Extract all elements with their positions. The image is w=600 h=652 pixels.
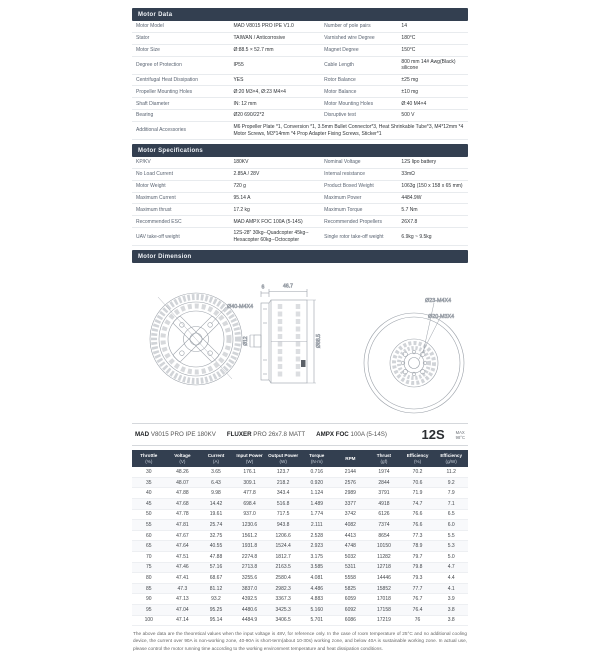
perf-cell: 4392.5 xyxy=(233,594,267,605)
motor-data-value: IN: 12 mm xyxy=(229,98,320,110)
perf-cell: 79.3 xyxy=(401,573,435,584)
perf-cell: 6.0 xyxy=(434,520,468,531)
motor-data-row xyxy=(132,74,468,86)
perf-row xyxy=(132,520,468,531)
motor-data-value: Ø:20 M3×4, Ø:23 M4×4 xyxy=(229,86,320,98)
perf-cell: 3742 xyxy=(334,509,368,520)
perf-cell: 2982.3 xyxy=(266,583,300,594)
perf-cell: 3406.5 xyxy=(266,615,300,626)
perf-row xyxy=(132,583,468,594)
perf-cell: 2.111 xyxy=(300,520,334,531)
perf-cell: 48.07 xyxy=(166,477,200,488)
motor-spec-row xyxy=(132,168,468,180)
banner-products xyxy=(135,431,387,438)
perf-cell: 70 xyxy=(132,552,166,563)
perf-column-header: Voltage (V) xyxy=(166,450,200,467)
perf-cell: 11282 xyxy=(367,552,401,563)
perf-cell: 1974 xyxy=(367,467,401,477)
perf-cell: 5.5 xyxy=(434,530,468,541)
perf-cell: 4082 xyxy=(334,520,368,531)
motor-data-label: Propeller Mounting Holes xyxy=(132,86,229,98)
perf-cell: 6.5 xyxy=(434,509,468,520)
dimension-diagram xyxy=(132,263,468,419)
motor-spec-value: 26X7.8 xyxy=(397,216,468,228)
perf-cell: 17219 xyxy=(367,615,401,626)
banner-product: FLUXER PRO 26x7.8 MATT xyxy=(226,431,306,439)
motor-data-label: Motor Balance xyxy=(320,86,397,98)
motor-data-row xyxy=(132,32,468,44)
perf-cell: 95.25 xyxy=(199,604,233,615)
motor-data-value: M6 Propeller Plate *1, Conversion *1, 3.5mm Bullet Connector*3, Heat Shrinkable Tube*3, M4*12mm *4 Motor Screws, M3*14mm *4 Prop Adapter Fixing Screws, Sticker*1 xyxy=(229,122,468,140)
perf-cell: 77.3 xyxy=(401,530,435,541)
perf-column-header: Current (A) xyxy=(199,450,233,467)
perf-column-header: Input Power (W) xyxy=(233,450,267,467)
perf-cell: 3377 xyxy=(334,499,368,510)
perf-cell: 47.46 xyxy=(166,562,200,573)
perf-cell: 2144 xyxy=(334,467,368,477)
perf-column-header: Throttle (%) xyxy=(132,450,166,467)
motor-spec-label: Recommended ESC xyxy=(132,216,229,228)
perf-cell: 1230.6 xyxy=(233,520,267,531)
perf-cell: 47.88 xyxy=(199,552,233,563)
perf-cell: 68.67 xyxy=(199,573,233,584)
perf-cell: 76.7 xyxy=(401,594,435,605)
perf-cell: 343.4 xyxy=(266,488,300,499)
datasheet-page xyxy=(132,8,468,652)
motor-spec-label: KP/KV xyxy=(132,157,229,168)
motor-spec-value: 2.85A / 28V xyxy=(229,168,320,180)
motor-data-label: Cable Length xyxy=(320,56,397,74)
perf-cell: 4484.9 xyxy=(233,615,267,626)
motor-data-row xyxy=(132,98,468,110)
perf-cell: 50 xyxy=(132,509,166,520)
motor-specifications-header: Motor Specifications xyxy=(132,144,468,157)
flange-width-label: 6 xyxy=(261,284,265,291)
perf-cell: 2844 xyxy=(367,477,401,488)
motor-dimension-header: Motor Dimension xyxy=(132,250,468,263)
shaft-diameter-label: Ø12 xyxy=(243,336,249,346)
motor-spec-row xyxy=(132,180,468,192)
perf-cell: 9.98 xyxy=(199,488,233,499)
motor-spec-row xyxy=(132,228,468,246)
perf-cell: 71.9 xyxy=(401,488,435,499)
motor-data-label: Bearing xyxy=(132,110,229,122)
perf-cell: 4413 xyxy=(334,530,368,541)
perf-cell: 47.78 xyxy=(166,509,200,520)
perf-cell: 90 xyxy=(132,594,166,605)
perf-cell: 1206.6 xyxy=(266,530,300,541)
perf-cell: 57.16 xyxy=(199,562,233,573)
perf-cell: 2.528 xyxy=(300,530,334,541)
perf-cell: 6092 xyxy=(334,604,368,615)
perf-cell: 30 xyxy=(132,467,166,477)
perf-cell: 3791 xyxy=(367,488,401,499)
motor-spec-value: 1063g (150 x 158 x 65 mm) xyxy=(397,180,468,192)
perf-cell: 1.124 xyxy=(300,488,334,499)
perf-row xyxy=(132,541,468,552)
motor-data-value: Ø20 690/22*2 xyxy=(229,110,320,122)
perf-cell: 4918 xyxy=(367,499,401,510)
perf-cell: 7.9 xyxy=(434,488,468,499)
perf-cell: 93.2 xyxy=(199,594,233,605)
motor-data-row xyxy=(132,56,468,74)
motor-spec-row xyxy=(132,192,468,204)
motor-data-label: Additional Accessories xyxy=(132,122,229,140)
motor-spec-value: 6.9kg ~ 9.5kg xyxy=(397,228,468,246)
perf-cell: 5.0 xyxy=(434,552,468,563)
perf-cell: 75 xyxy=(132,562,166,573)
perf-row xyxy=(132,552,468,563)
perf-cell: 4.7 xyxy=(434,562,468,573)
perf-cell: 81.12 xyxy=(199,583,233,594)
motor-data-label: Magnet Degree xyxy=(320,44,397,56)
perf-cell: 218.2 xyxy=(266,477,300,488)
perf-cell: 76.6 xyxy=(401,520,435,531)
banner-product: MAD V8015 PRO IPE 180KV xyxy=(135,431,216,439)
perf-cell: 4.4 xyxy=(434,573,468,584)
perf-cell: 47.68 xyxy=(166,499,200,510)
perf-cell: 40.55 xyxy=(199,541,233,552)
perf-row xyxy=(132,477,468,488)
perf-cell: 70.6 xyxy=(401,477,435,488)
perf-cell: 4.486 xyxy=(300,583,334,594)
motor-data-value: ±25 mg xyxy=(397,74,468,86)
perf-cell: 7.1 xyxy=(434,499,468,510)
perf-cell: 2713.8 xyxy=(233,562,267,573)
motor-data-value: Ø:88.5 × 52.7 mm xyxy=(229,44,320,56)
motor-spec-label: UAV take-off weight xyxy=(132,228,229,246)
perf-cell: 47.41 xyxy=(166,573,200,584)
perf-cell: 17158 xyxy=(367,604,401,615)
perf-cell: 2580.4 xyxy=(266,573,300,584)
perf-cell: 47.04 xyxy=(166,604,200,615)
perf-row xyxy=(132,488,468,499)
perf-cell: 47.3 xyxy=(166,583,200,594)
perf-cell: 4748 xyxy=(334,541,368,552)
motor-data-row xyxy=(132,21,468,32)
motor-spec-label: No Load Current xyxy=(132,168,229,180)
motor-data-value: ±10 mg xyxy=(397,86,468,98)
perf-cell: 1931.8 xyxy=(233,541,267,552)
motor-spec-value: 4484.9W xyxy=(397,192,468,204)
perf-cell: 60 xyxy=(132,530,166,541)
perf-cell: 1812.7 xyxy=(266,552,300,563)
motor-data-value: IP55 xyxy=(229,56,320,74)
motor-spec-label: Maximum Torque xyxy=(320,204,397,216)
perf-column-header: Torque (N·m) xyxy=(300,450,334,467)
perf-cell: 32.75 xyxy=(199,530,233,541)
perf-cell: 100 xyxy=(132,615,166,626)
perf-cell: 3.175 xyxy=(300,552,334,563)
perf-cell: 79.8 xyxy=(401,562,435,573)
perf-row xyxy=(132,467,468,477)
motor-data-label: Shaft Diameter xyxy=(132,98,229,110)
body-width-label: 46.7 xyxy=(282,283,294,290)
footnote: The above data are the theoretical values when the input voltage is 48V, for reference only. In the case of room temperature of 25°C and no additional cooling device, the current over 90A is non-working zone, 40-90A is short-term(about 10-30s) working zone, and below 40A is sustainable working zone. In actual use, please control the motor running time according to the working environment temperature and heat dissipation conditions. xyxy=(133,631,467,651)
banner-product: AMPX FOC 100A (5-14S) xyxy=(316,431,387,439)
motor-data-label: Motor Model xyxy=(132,21,229,32)
perf-cell: 176.1 xyxy=(233,467,267,477)
perf-cell: 5311 xyxy=(334,562,368,573)
perf-row xyxy=(132,499,468,510)
perf-row xyxy=(132,562,468,573)
motor-data-label: Centrifugal Heat Dissipation xyxy=(132,74,229,86)
perf-cell: 76 xyxy=(401,615,435,626)
perf-cell: 3837.0 xyxy=(233,583,267,594)
perf-cell: 3.8 xyxy=(434,615,468,626)
battery-rating: 12S xyxy=(421,427,445,443)
perf-cell: 6059 xyxy=(334,594,368,605)
perf-cell: 3425.3 xyxy=(266,604,300,615)
perf-column-header: RPM xyxy=(334,450,368,467)
perf-cell: 47.14 xyxy=(166,615,200,626)
perf-cell: 65 xyxy=(132,541,166,552)
motor-mount-holes-label: Ø40-M4X4 xyxy=(227,304,254,311)
perf-cell: 3.9 xyxy=(434,594,468,605)
motor-spec-value: 17.2 kg xyxy=(229,204,320,216)
perf-cell: 95.14 xyxy=(199,615,233,626)
motor-spec-value: 95.14 A xyxy=(229,192,320,204)
motor-dimension-section xyxy=(132,250,468,419)
perf-cell: 123.7 xyxy=(266,467,300,477)
motor-data-row xyxy=(132,110,468,122)
motor-data-value: 500 V xyxy=(397,110,468,122)
perf-cell: 10150 xyxy=(367,541,401,552)
perf-cell: 79.7 xyxy=(401,552,435,563)
motor-data-value: MAD V8015 PRO IPE V1.0 xyxy=(229,21,320,32)
perf-cell: 4.081 xyxy=(300,573,334,584)
perf-cell: 5032 xyxy=(334,552,368,563)
motor-spec-value: 5.7 Nm xyxy=(397,204,468,216)
perf-cell: 1524.4 xyxy=(266,541,300,552)
motor-data-table xyxy=(132,21,468,140)
perf-cell: 4480.6 xyxy=(233,604,267,615)
motor-data-section xyxy=(132,8,468,140)
perf-row xyxy=(132,530,468,541)
perf-cell: 14446 xyxy=(367,573,401,584)
max-temp-block xyxy=(456,430,465,441)
perf-cell: 477.8 xyxy=(233,488,267,499)
perf-cell: 5.3 xyxy=(434,541,468,552)
perf-cell: 6.43 xyxy=(199,477,233,488)
prop-holes-m3-label: Ø20-M3X4 xyxy=(428,314,455,321)
perf-cell: 55 xyxy=(132,520,166,531)
motor-spec-label: Single rotor take-off weight xyxy=(320,228,397,246)
perf-cell: 45 xyxy=(132,499,166,510)
perf-cell: 2163.5 xyxy=(266,562,300,573)
perf-cell: 17018 xyxy=(367,594,401,605)
dimension-drawings xyxy=(132,263,468,419)
perf-cell: 40 xyxy=(132,488,166,499)
motor-spec-value: MAD AMPX FOC 100A (5-14S) xyxy=(229,216,320,228)
perf-cell: 5558 xyxy=(334,573,368,584)
perf-cell: 85 xyxy=(132,583,166,594)
perf-cell: 516.8 xyxy=(266,499,300,510)
perf-cell: 1561.2 xyxy=(233,530,267,541)
perf-column-header: Thrust (gf) xyxy=(367,450,401,467)
motor-data-value: YES xyxy=(229,74,320,86)
motor-data-value: TAIWAN / Anticorrosive xyxy=(229,32,320,44)
motor-data-row xyxy=(132,44,468,56)
perf-cell: 35 xyxy=(132,477,166,488)
perf-cell: 937.0 xyxy=(233,509,267,520)
motor-data-label: Stator xyxy=(132,32,229,44)
perf-cell: 4.1 xyxy=(434,583,468,594)
perf-row xyxy=(132,509,468,520)
perf-cell: 6126 xyxy=(367,509,401,520)
perf-cell: 15852 xyxy=(367,583,401,594)
motor-spec-label: Motor Weight xyxy=(132,180,229,192)
motor-spec-label: Maximum thrust xyxy=(132,204,229,216)
perf-cell: 2274.8 xyxy=(233,552,267,563)
motor-data-value: 150°C xyxy=(397,44,468,56)
motor-spec-row xyxy=(132,204,468,216)
motor-specifications-section xyxy=(132,144,468,246)
motor-data-value: Ø:40 M4×4 xyxy=(397,98,468,110)
perf-cell: 2.923 xyxy=(300,541,334,552)
perf-cell: 25.74 xyxy=(199,520,233,531)
perf-cell: 8654 xyxy=(367,530,401,541)
motor-spec-value: 180KV xyxy=(229,157,320,168)
motor-spec-value: 720 g xyxy=(229,180,320,192)
perf-cell: 76.6 xyxy=(401,509,435,520)
perf-column-header: Output Power (W) xyxy=(266,450,300,467)
perf-cell: 0.920 xyxy=(300,477,334,488)
perf-cell: 7374 xyxy=(367,520,401,531)
perf-cell: 2989 xyxy=(334,488,368,499)
perf-cell: 309.1 xyxy=(233,477,267,488)
top-view-drawing xyxy=(364,298,464,413)
motor-data-label: Rotor Balance xyxy=(320,74,397,86)
perf-cell: 3367.3 xyxy=(266,594,300,605)
motor-spec-row xyxy=(132,157,468,168)
motor-data-row xyxy=(132,122,468,140)
max-temp-value: 98°C xyxy=(455,434,465,440)
motor-data-label: Motor Size xyxy=(132,44,229,56)
motor-spec-row xyxy=(132,216,468,228)
perf-cell: 5825 xyxy=(334,583,368,594)
motor-spec-value: 12S lipo battery xyxy=(397,157,468,168)
motor-data-label: Varnished wire Degree xyxy=(320,32,397,44)
perf-cell: 698.4 xyxy=(233,499,267,510)
perf-cell: 19.61 xyxy=(199,509,233,520)
perf-cell: 47.88 xyxy=(166,488,200,499)
motor-data-value: 800 mm 14# Awg(Black) silicone xyxy=(397,56,468,74)
perf-cell: 74.7 xyxy=(401,499,435,510)
perf-cell: 3.65 xyxy=(199,467,233,477)
perf-cell: 12718 xyxy=(367,562,401,573)
motor-data-header: Motor Data xyxy=(132,8,468,21)
perf-cell: 6086 xyxy=(334,615,368,626)
motor-spec-label: Maximum Current xyxy=(132,192,229,204)
perf-cell: 1.774 xyxy=(300,509,334,520)
motor-specifications-table xyxy=(132,157,468,246)
perf-cell: 47.64 xyxy=(166,541,200,552)
motor-data-label: Disruptive test xyxy=(320,110,397,122)
motor-spec-label: Recommended Propellers xyxy=(320,216,397,228)
prop-holes-m4-label: Ø23-M4X4 xyxy=(425,298,452,305)
perf-cell: 70.2 xyxy=(401,467,435,477)
perf-cell: 47.67 xyxy=(166,530,200,541)
motor-spec-label: Product Boxed Weight xyxy=(320,180,397,192)
motor-data-row xyxy=(132,86,468,98)
perf-cell: 80 xyxy=(132,573,166,584)
body-diameter-label: Ø88.5 xyxy=(316,334,322,349)
perf-cell: 47.51 xyxy=(166,552,200,563)
perf-cell: 11.2 xyxy=(434,467,468,477)
perf-cell: 77.7 xyxy=(401,583,435,594)
motor-data-label: Degree of Protection xyxy=(132,56,229,74)
perf-cell: 5.701 xyxy=(300,615,334,626)
bottom-view-drawing xyxy=(150,293,253,385)
perf-column-header: Efficiency (g/W) xyxy=(434,450,468,467)
perf-cell: 3255.6 xyxy=(233,573,267,584)
perf-row xyxy=(132,573,468,584)
perf-column-header: Efficiency (%) xyxy=(401,450,435,467)
perf-cell: 14.42 xyxy=(199,499,233,510)
perf-cell: 3.8 xyxy=(434,604,468,615)
perf-cell: 47.13 xyxy=(166,594,200,605)
perf-row xyxy=(132,615,468,626)
perf-cell: 48.26 xyxy=(166,467,200,477)
perf-cell: 4.883 xyxy=(300,594,334,605)
perf-cell: 95 xyxy=(132,604,166,615)
perf-cell: 78.9 xyxy=(401,541,435,552)
perf-cell: 3.585 xyxy=(300,562,334,573)
motor-spec-label: Maximum Power xyxy=(320,192,397,204)
perf-cell: 717.5 xyxy=(266,509,300,520)
max-label: MAX xyxy=(455,429,465,435)
motor-spec-label: Nominal Voltage xyxy=(320,157,397,168)
side-view-drawing xyxy=(243,284,322,384)
product-banner xyxy=(132,423,468,446)
perf-cell: 5.160 xyxy=(300,604,334,615)
perf-cell: 47.81 xyxy=(166,520,200,531)
perf-cell: 1.489 xyxy=(300,499,334,510)
perf-row xyxy=(132,594,468,605)
perf-row xyxy=(132,604,468,615)
motor-data-label: Motor Mounting Holes xyxy=(320,98,397,110)
motor-spec-value: 12S-28″ 30kg--Quadcopter 45kg--Hexacopter 60kg--Octocopter xyxy=(229,228,320,246)
perf-cell: 9.2 xyxy=(434,477,468,488)
perf-cell: 76.4 xyxy=(401,604,435,615)
motor-data-value: 180°C xyxy=(397,32,468,44)
motor-data-label: Number of pole pairs xyxy=(320,21,397,32)
motor-data-value: 14 xyxy=(397,21,468,32)
motor-spec-label: Internal resistance xyxy=(320,168,397,180)
perf-cell: 943.8 xyxy=(266,520,300,531)
perf-cell: 2576 xyxy=(334,477,368,488)
perf-cell: 0.716 xyxy=(300,467,334,477)
motor-spec-value: 33mΩ xyxy=(397,168,468,180)
